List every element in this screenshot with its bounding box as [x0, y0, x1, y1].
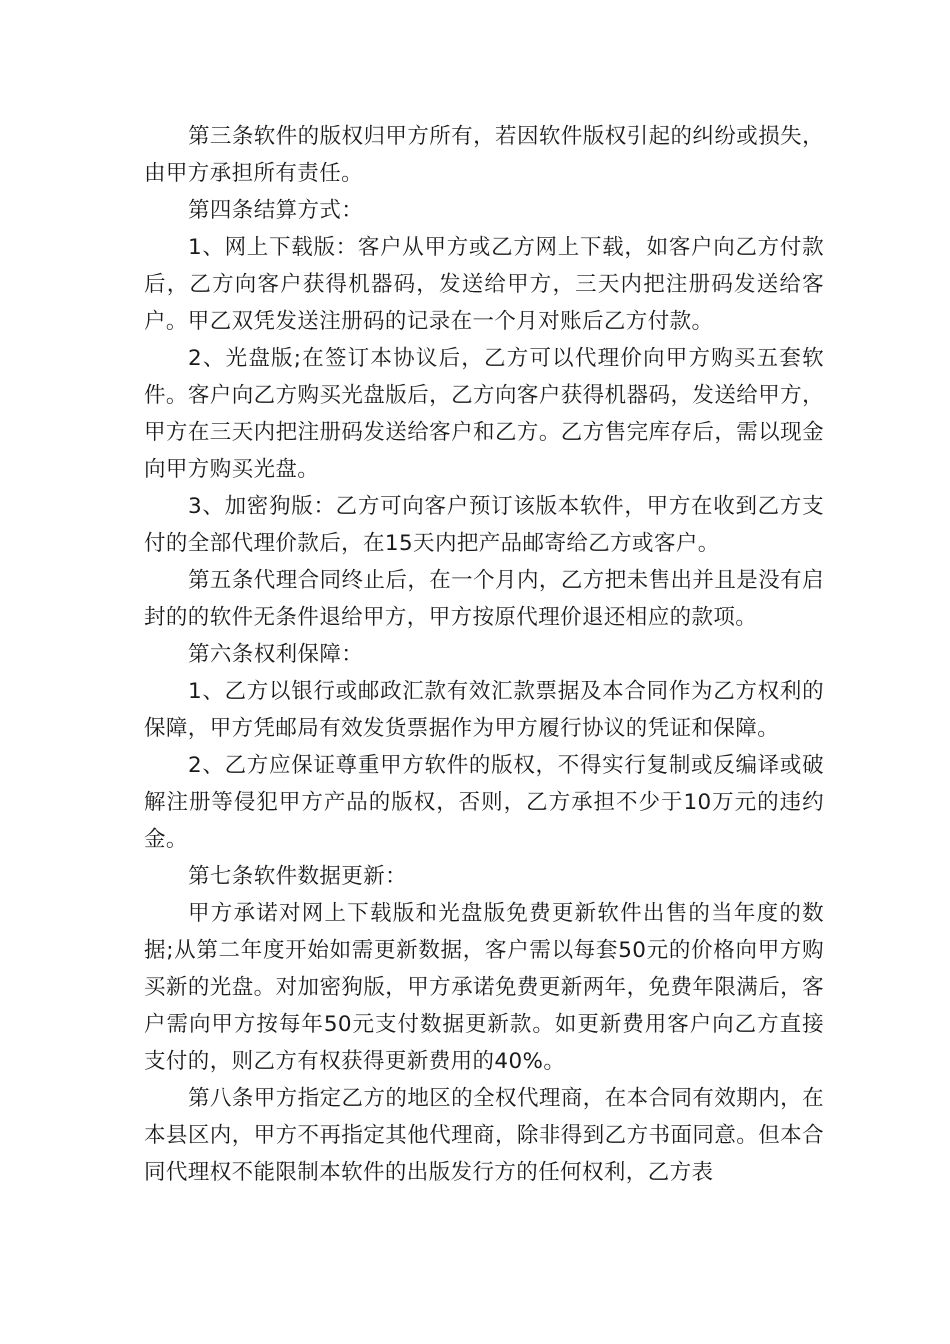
paragraph-article-5: 第五条代理合同终止后，在一个月内，乙方把未售出并且是没有启封的的软件无条件退给甲方，甲方按原代理价退还相应的款项。 — [144, 568, 824, 630]
paragraph-article-6-heading: 第六条权利保障： — [188, 642, 364, 667]
paragraph-article-7-body: 甲方承诺对网上下载版和光盘版免费更新软件出售的当年度的数据;从第二年度开始如需更新数据，客户需以每套50元的价格向甲方购买新的光盘。对加密狗版，甲方承诺免费更新两年，免费年限满后，客户需向甲方按每年50元支付数据更新款。如更新费用客户向乙方直接支付的，则乙方有权获得更新费用的40%。 — [144, 901, 824, 1074]
paragraph-article-3: 第三条软件的版权归甲方所有，若因软件版权引起的纠纷或损失，由甲方承担所有责任。 — [144, 124, 824, 186]
paragraph-article-6-item-1: 1、乙方以银行或邮政汇款有效汇款票据及本合同作为乙方权利的保障，甲方凭邮局有效发货票据作为甲方履行协议的凭证和保障。 — [144, 679, 824, 741]
paragraph-article-4-item-1: 1、网上下载版：客户从甲方或乙方网上下载，如客户向乙方付款后，乙方向客户获得机器码，发送给甲方，三天内把注册码发送给客户。甲乙双凭发送注册码的记录在一个月对账后乙方付款。 — [144, 235, 824, 334]
document-body — [144, 118, 824, 1191]
paragraph-article-8: 第八条甲方指定乙方的地区的全权代理商，在本合同有效期内，在本县区内，甲方不再指定其他代理商，除非得到乙方书面同意。但本合同代理权不能限制本软件的出版发行方的任何权利，乙方表 — [144, 1086, 824, 1185]
paragraph-article-4-item-2: 2、光盘版;在签订本协议后，乙方可以代理价向甲方购买五套软件。客户向乙方购买光盘版后，乙方向客户获得机器码，发送给甲方，甲方在三天内把注册码发送给客户和乙方。乙方售完库存后，需以现金向甲方购买光盘。 — [144, 346, 824, 482]
paragraph-article-6-item-2: 2、乙方应保证尊重甲方软件的版权，不得实行复制或反编译或破解注册等侵犯甲方产品的版权，否则，乙方承担不少于10万元的违约金。 — [144, 753, 824, 852]
paragraph-article-7-heading: 第七条软件数据更新： — [188, 864, 408, 889]
paragraph-article-4-item-3: 3、加密狗版：乙方可向客户预订该版本软件，甲方在收到乙方支付的全部代理价款后，在15天内把产品邮寄给乙方或客户。 — [144, 494, 824, 556]
paragraph-article-4-heading: 第四条结算方式： — [188, 198, 364, 223]
